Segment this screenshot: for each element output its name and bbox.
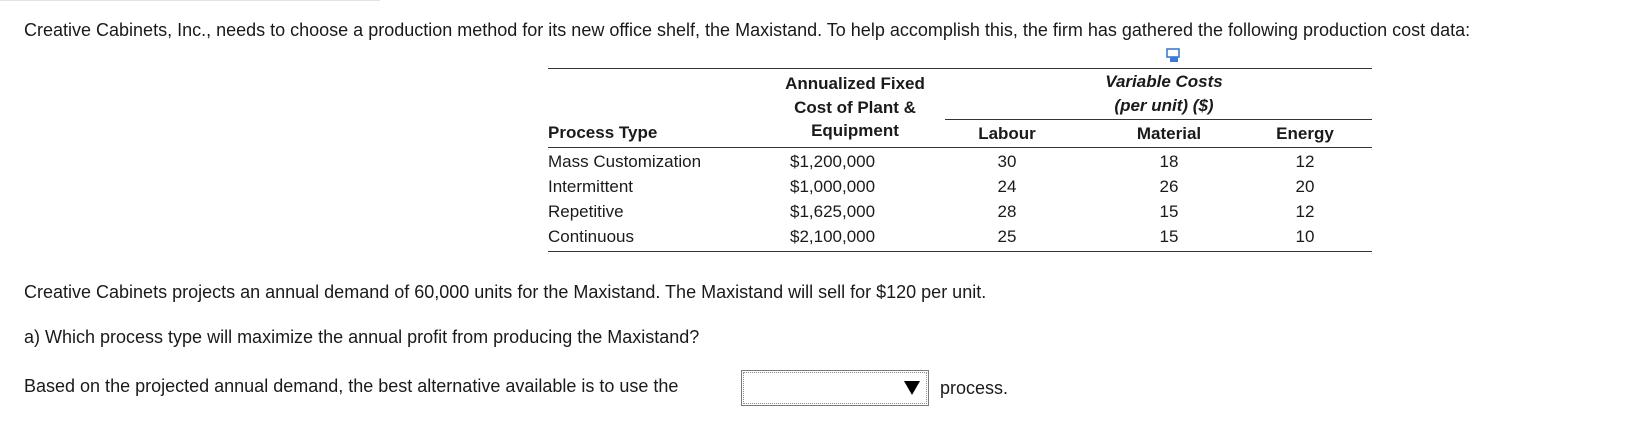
header-bottom-rule (548, 147, 1372, 148)
header-material: Material (1136, 124, 1202, 143)
row-process: Repetitive (548, 202, 624, 221)
answer-prefix: Based on the projected annual demand, the best alternative available is to use the (24, 376, 679, 396)
row-fixed-cost: $1,200,000 (790, 152, 876, 171)
header-fixed-line2: Cost of Plant & (794, 98, 916, 117)
row-energy: 20 (1295, 177, 1315, 196)
header-variable-line1: Variable Costs (1105, 72, 1223, 91)
row-process: Continuous (548, 227, 635, 246)
row-fixed-cost: $2,100,000 (790, 227, 876, 246)
variable-costs-rule (945, 119, 1372, 120)
row-fixed-cost: $1,625,000 (790, 202, 876, 221)
row-fixed-cost: $1,000,000 (790, 177, 876, 196)
header-labour: Labour (978, 124, 1036, 143)
header-fixed-line3: Equipment (811, 121, 899, 140)
production-cost-table (548, 68, 1372, 263)
row-process: Mass Customization (548, 152, 702, 171)
row-energy: 10 (1295, 227, 1315, 246)
chevron-down-icon (904, 381, 920, 395)
row-process: Intermittent (548, 177, 634, 196)
copy-table-icon[interactable] (1166, 48, 1182, 64)
row-labour: 24 (997, 177, 1017, 196)
problem-intro: Creative Cabinets, Inc., needs to choose a production method for its new office shelf, the Maxistand. To help accomplish this, the firm has gathered the following production cost data: (24, 20, 1471, 40)
table-bottom-rule (548, 251, 1372, 252)
row-labour: 30 (997, 152, 1017, 171)
header-energy: Energy (1276, 124, 1334, 143)
process-type-dropdown[interactable] (741, 370, 929, 406)
row-material: 18 (1159, 152, 1179, 171)
header-variable-line2: (per unit) ($) (1114, 96, 1214, 115)
demand-statement: Creative Cabinets projects an annual demand of 60,000 units for the Maxistand. The Maxistand will sell for $120 per unit. (24, 282, 987, 302)
top-divider (0, 0, 380, 1)
row-labour: 25 (997, 227, 1017, 246)
row-material: 26 (1159, 177, 1179, 196)
row-energy: 12 (1295, 152, 1315, 171)
row-material: 15 (1159, 227, 1179, 246)
table-top-rule (548, 68, 1372, 69)
header-process-type: Process Type (548, 123, 658, 142)
row-labour: 28 (997, 202, 1017, 221)
header-fixed-line1: Annualized Fixed (785, 74, 925, 93)
answer-suffix: process. (940, 378, 1009, 398)
row-energy: 12 (1295, 202, 1315, 221)
question-a: a) Which process type will maximize the annual profit from producing the Maxistand? (24, 327, 700, 347)
row-material: 15 (1159, 202, 1179, 221)
